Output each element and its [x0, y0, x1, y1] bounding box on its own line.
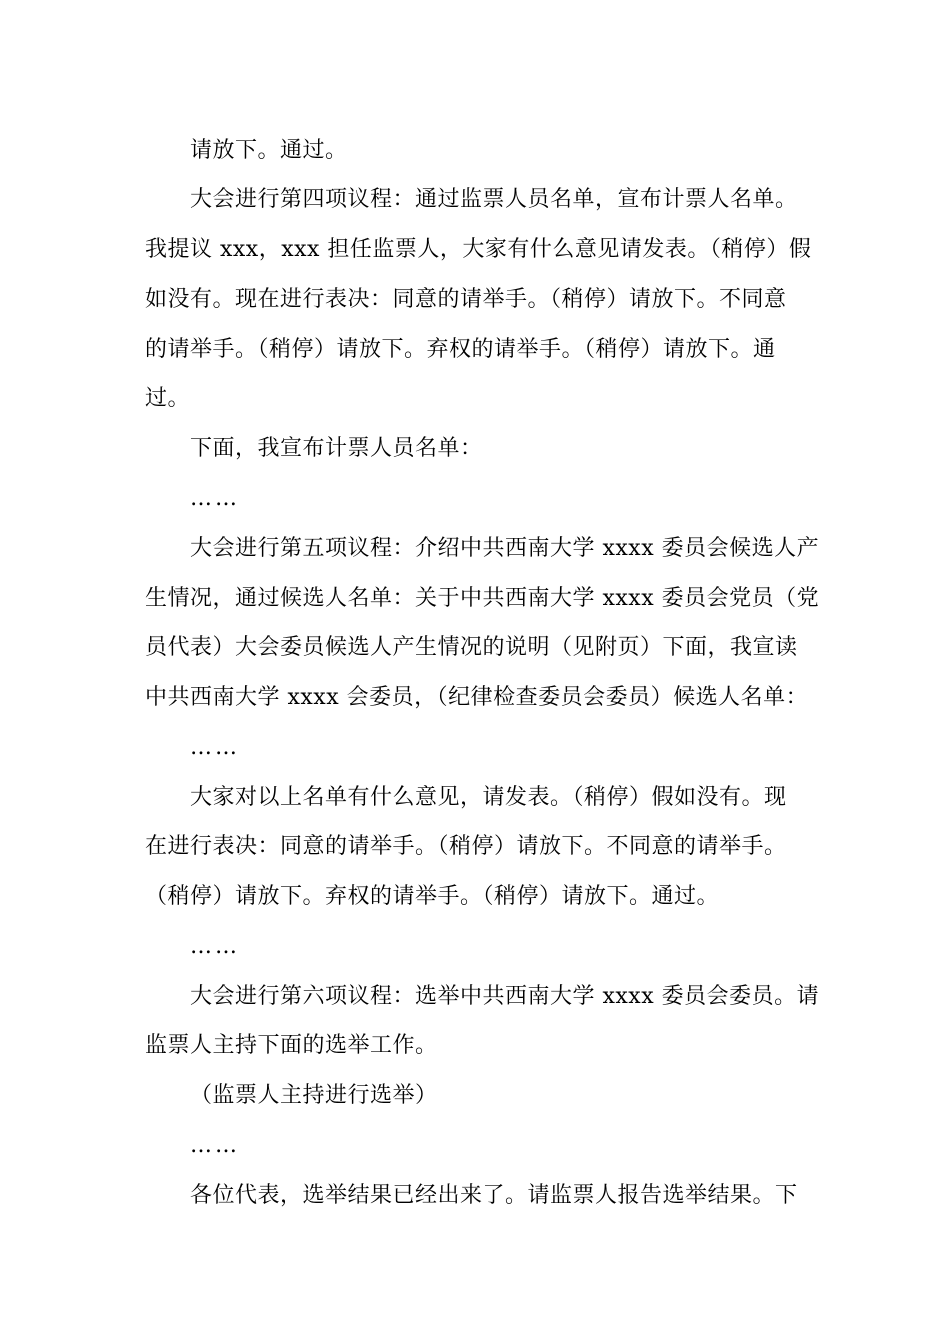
text-line: 的请举手。（稍停）请放下。弃权的请举手。（稍停）请放下。通 [145, 337, 776, 362]
text-line: 下面，我宣布计票人员名单： [190, 436, 483, 461]
text-line: 在进行表决：同意的请举手。（稍停）请放下。不同意的请举手。 [145, 834, 787, 859]
text-line: （稍停）请放下。弃权的请举手。（稍停）请放下。通过。 [145, 884, 720, 909]
text-line: 大会进行第六项议程：选举中共西南大学 xxxx 委员会委员。请 [190, 984, 820, 1009]
text-line: 监票人主持下面的选举工作。 [145, 1033, 438, 1058]
ellipsis-line: …… [190, 735, 240, 760]
text-line: 如没有。现在进行表决：同意的请举手。（稍停）请放下。不同意 [145, 287, 787, 312]
text-line: 大家对以上名单有什么意见，请发表。（稍停）假如没有。现 [190, 785, 787, 810]
text-line: （监票人主持进行选举） [190, 1083, 438, 1108]
text-line: 我提议 xxx，xxx 担任监票人，大家有什么意见请发表。（稍停）假 [145, 237, 812, 262]
ellipsis-line: …… [190, 934, 240, 959]
text-line: 大会进行第四项议程：通过监票人员名单，宣布计票人名单。 [190, 187, 798, 212]
text-line: 中共西南大学 xxxx 会委员，（纪律检查委员会委员）候选人名单： [145, 685, 809, 710]
text-line: 请放下。通过。 [190, 138, 348, 163]
text-line: 生情况，通过候选人名单：关于中共西南大学 xxxx 委员会党员（党 [145, 586, 820, 611]
text-line: 各位代表，选举结果已经出来了。请监票人报告选举结果。下 [190, 1183, 798, 1208]
ellipsis-line: …… [190, 1133, 240, 1158]
text-line: 员代表）大会委员候选人产生情况的说明（见附页）下面，我宣读 [145, 635, 798, 660]
ellipsis-line: …… [190, 486, 240, 511]
text-line: 大会进行第五项议程：介绍中共西南大学 xxxx 委员会候选人产 [190, 536, 820, 561]
text-line: 过。 [145, 386, 191, 411]
